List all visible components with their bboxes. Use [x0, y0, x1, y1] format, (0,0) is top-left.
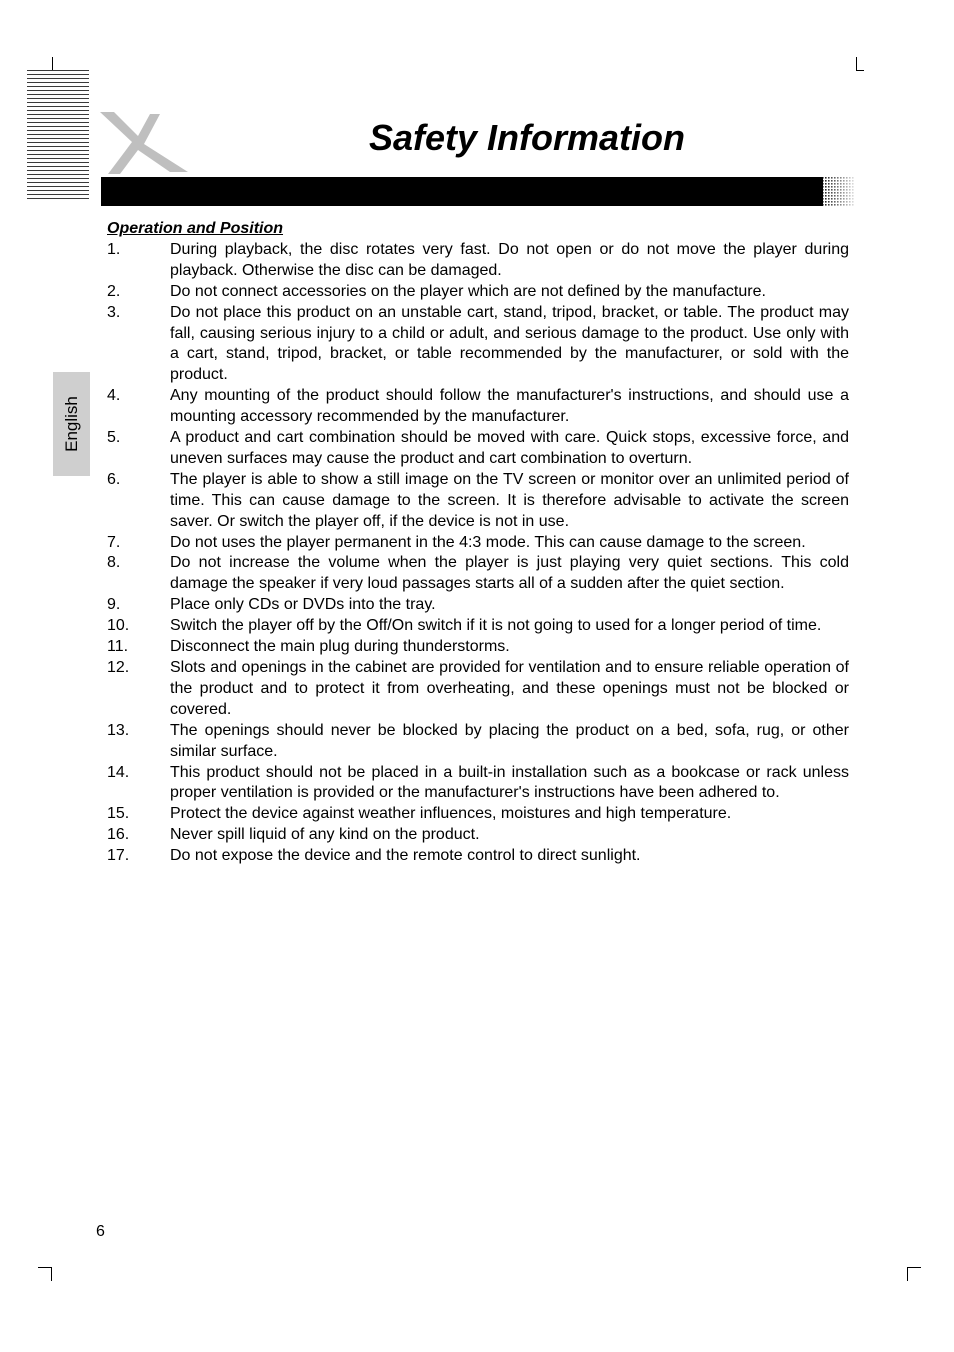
list-item-text: Do not connect accessories on the player which are not defined by the manufacture.	[170, 282, 766, 300]
safety-content	[107, 219, 849, 867]
list-item	[107, 763, 849, 805]
list-item	[107, 595, 849, 616]
list-item-number: 13.	[107, 721, 130, 739]
list-item	[107, 282, 849, 303]
list-item	[107, 616, 849, 637]
list-item-number: 15.	[107, 805, 130, 823]
list-item-text: Do not expose the device and the remote control to direct sunlight.	[170, 847, 641, 865]
list-item	[107, 240, 849, 282]
list-item-text: Disconnect the main plug during thunderstorms.	[170, 638, 510, 656]
list-item-text: This product should not be placed in a built-in installation such as a bookcase or rack unless proper ventilation is provided or the manufacturer's instructions have been adhered to.	[170, 763, 849, 802]
list-item	[107, 470, 849, 533]
list-item-number: 16.	[107, 826, 130, 844]
list-item	[107, 386, 849, 428]
list-item-number: 8.	[107, 554, 121, 572]
list-item-text: Never spill liquid of any kind on the product.	[170, 826, 480, 844]
list-item-text: A product and cart combination should be moved with care. Quick stops, excessive force, and uneven surfaces may cause the product and cart combination to overturn.	[170, 429, 849, 467]
list-item-text: Do not increase the volume when the player is just playing very quiet sections. This cold damage the speaker if very loud passages starts all of a sudden after the quiet section.	[170, 554, 849, 593]
list-item-number: 14.	[107, 763, 130, 781]
list-item-text: During playback, the disc rotates very fast. Do not open or do not move the player during playback. Otherwise the disc can be damaged.	[170, 240, 849, 279]
list-item-number: 3.	[107, 303, 121, 321]
list-item-number: 12.	[107, 659, 130, 677]
list-item-text: Any mounting of the product should follow the manufacturer's instructions, and should use a mounting accessory recommended by the manufacturer.	[170, 387, 849, 426]
list-item-text: Slots and openings in the cabinet are provided for ventilation and to ensure reliable operation of the product and to protect it from overheating, and these openings must not be blocked or covered.	[170, 659, 849, 718]
list-item-number: 6.	[107, 470, 121, 488]
x-brand-logo-icon	[98, 106, 198, 178]
list-item-number: 10.	[107, 617, 130, 635]
list-item	[107, 553, 849, 595]
header-bar	[101, 177, 823, 206]
striped-bar-decoration-icon	[27, 70, 89, 200]
list-item	[107, 428, 849, 470]
list-item-number: 11.	[107, 638, 129, 656]
list-item-text: The player is able to show a still image on the TV screen or monitor over an unlimited period of time. This can cause damage to the screen. It is therefore advisable to activate the screen saver. Or switch the player off, if the device is not in use.	[170, 470, 849, 530]
list-item	[107, 721, 849, 763]
list-item	[107, 303, 849, 387]
list-item-text: Do not place this product on an unstable cart, stand, tripod, bracket, or table. The product may fall, causing serious injury to a child or adult, and serious damage to the product. Use only with a cart, stand, tripod, bracket, or table recommended by the manufacturer, or sold with the product.	[170, 303, 849, 384]
list-item-text: Do not uses the player permanent in the 4:3 mode. This can cause damage to the screen.	[170, 533, 806, 551]
list-item-number: 1.	[107, 240, 121, 258]
list-item-number: 2.	[107, 282, 121, 300]
list-item-text: Switch the player off by the Off/On switch if it is not going to used for a longer period of time.	[170, 617, 822, 635]
list-item-number: 4.	[107, 387, 121, 405]
list-item-text: Place only CDs or DVDs into the tray.	[170, 596, 436, 614]
list-item-text: The openings should never be blocked by placing the product on a bed, sofa, rug, or other similar surface.	[170, 721, 849, 760]
list-item	[107, 804, 849, 825]
list-item-number: 7.	[107, 533, 121, 551]
list-item	[107, 846, 849, 867]
language-tab	[53, 372, 90, 476]
list-item	[107, 658, 849, 721]
list-item	[107, 825, 849, 846]
language-tab-label: English	[61, 396, 81, 452]
section-heading: Operation and Position	[107, 220, 284, 237]
page-number: 6	[96, 1223, 105, 1240]
list-item-text: Protect the device against weather influences, moistures and high temperature.	[170, 805, 732, 823]
list-item-number: 17.	[107, 847, 130, 865]
list-item	[107, 637, 849, 658]
list-item	[107, 533, 849, 554]
list-item-number: 5.	[107, 429, 121, 447]
halftone-dots-decoration-icon	[819, 177, 855, 206]
list-item-number: 9.	[107, 596, 121, 614]
safety-items-list	[107, 240, 849, 867]
page-title: Safety Information	[368, 117, 686, 158]
